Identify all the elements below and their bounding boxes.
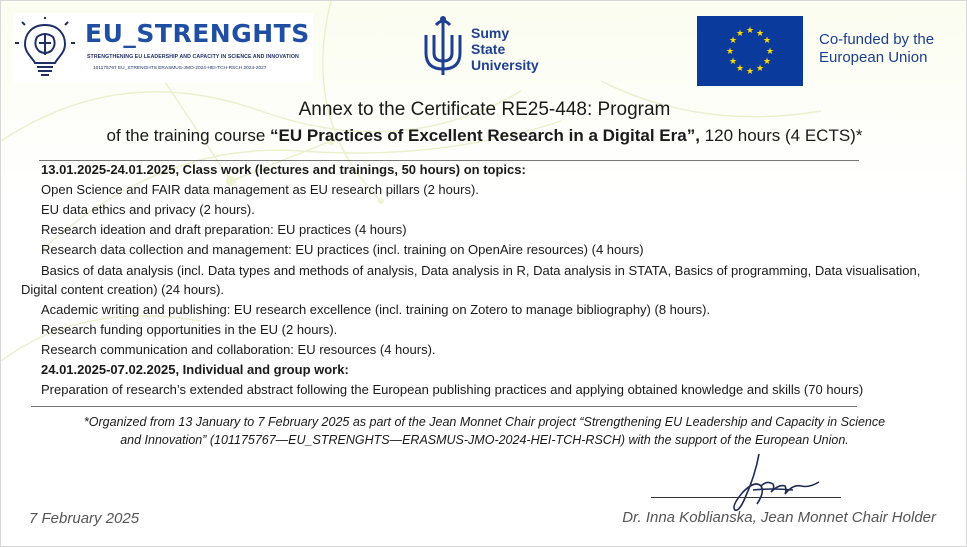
- svg-text:★: ★: [765, 47, 775, 57]
- divider-top: [39, 160, 859, 161]
- svg-text:★: ★: [735, 29, 745, 39]
- university-name: Sumy State University: [471, 25, 539, 73]
- footnote-line: and Innovation” (101175767—EU_STRENGHTS—ERASMUS-JMO-2024-HEI-TCH-RSCH) with the support of the European Union.: [120, 433, 849, 447]
- svg-text:★: ★: [735, 64, 745, 74]
- university-emblem-icon: [416, 13, 470, 77]
- program-item-continuation: Digital content creation) (24 hours).: [21, 282, 225, 297]
- svg-text:★: ★: [728, 36, 738, 46]
- chair-holder-name: Dr. Inna Koblianska, Jean Monnet Chair Holder: [622, 509, 936, 526]
- section2-heading: 24.01.2025-07.02.2025, Individual and group work:: [41, 362, 349, 377]
- annex-title: Annex to the Certificate RE25-448: Program: [298, 99, 671, 120]
- brand-tagline: STRENGTHENING EU LEADERSHIP AND CAPACITY IN SCIENCE AND INNOVATION: [87, 54, 299, 60]
- brand-project-code: 101175767 EU_STRENGHTS ERASMUS-JMO-2024-HEI-TCH-RSCH 2024-2027: [93, 66, 267, 71]
- program-item: Basics of data analysis (incl. Data types and methods of analysis, Data analysis in R, Data analysis in STATA, Basics of programming, Data visualisation,: [41, 263, 921, 278]
- svg-text:★: ★: [745, 26, 755, 36]
- section1-heading: 13.01.2025-24.01.2025, Class work (lectures and trainings, 50 hours) on topics:: [41, 162, 526, 177]
- program-item: Research data collection and management: EU practices (incl. training on OpenAire resources) (4 hours): [41, 242, 644, 257]
- svg-text:★: ★: [755, 29, 765, 39]
- eu-flag-icon: [697, 16, 803, 86]
- program-item: Research funding opportunities in the EU (2 hours).: [41, 322, 338, 337]
- svg-text:★: ★: [728, 57, 738, 67]
- eu-strenghts-logo: [13, 13, 313, 83]
- program-item: EU data ethics and privacy (2 hours).: [41, 202, 255, 217]
- program-item: Academic writing and publishing: EU research excellence (incl. training on Zotero to manage bibliography) (8 hours).: [41, 302, 711, 317]
- divider-bottom: [31, 406, 857, 407]
- brand-name: EU_STRENGHTS: [85, 19, 310, 48]
- program-item: Preparation of research’s extended abstract following the European publishing practices and applying obtained knowledge and skills (70 hours): [41, 382, 864, 397]
- sumy-university-logo: [416, 13, 541, 77]
- program-item: Open Science and FAIR data management as EU research pillars (2 hours).: [41, 182, 479, 197]
- svg-text:★: ★: [762, 36, 772, 46]
- svg-text:★: ★: [755, 64, 765, 74]
- lightbulb-brain-icon: [15, 17, 75, 81]
- eu-cofunded-label: Co-funded by the European Union: [819, 31, 935, 66]
- svg-text:★: ★: [745, 67, 755, 77]
- svg-text:★: ★: [762, 57, 772, 67]
- program-item: Research ideation and draft preparation: EU practices (4 hours): [41, 222, 407, 237]
- footnote-line: *Organized from 13 January to 7 February 2025 as part of the Jean Monnet Chair project “Strengthening EU Leadership and Capacity in Science: [83, 415, 886, 429]
- signature-line: [651, 497, 841, 498]
- course-title: of the training course “EU Practices of Excellent Research in a Digital Era”, 120 hours (4 ECTS)*: [106, 126, 863, 145]
- program-item: Research communication and collaboration: EU resources (4 hours).: [41, 342, 436, 357]
- svg-text:★: ★: [725, 47, 735, 57]
- issue-date: 7 February 2025: [29, 510, 140, 527]
